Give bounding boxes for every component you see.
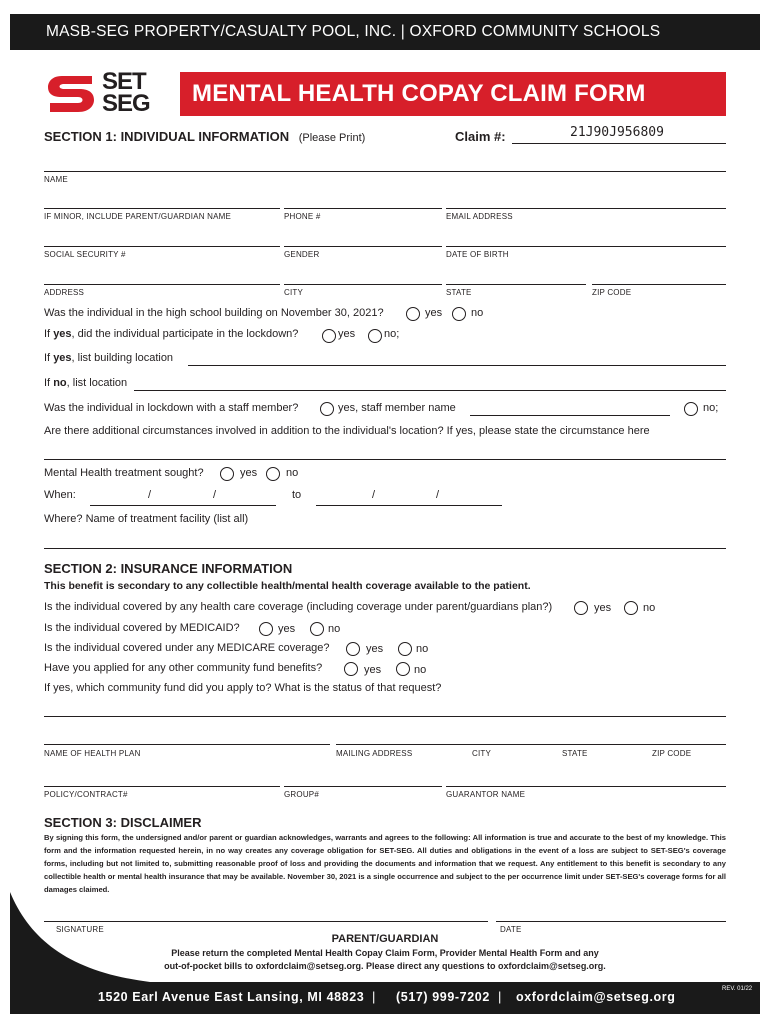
q5-no-label: no; xyxy=(703,402,719,414)
parent-name-line[interactable] xyxy=(44,208,280,209)
s2q4-yes-radio[interactable] xyxy=(344,662,358,676)
ssn-label: SOCIAL SECURITY # xyxy=(44,250,126,259)
when-to-line[interactable] xyxy=(316,505,502,506)
when-to-slash-2: / xyxy=(436,489,440,501)
insurer-state-label: STATE xyxy=(562,749,588,758)
q-medicaid: Is the individual covered by MEDICAID? xyxy=(44,622,240,634)
health-plan-line[interactable] xyxy=(44,744,330,745)
zip-label: ZIP CODE xyxy=(592,288,632,297)
q-building-location: If yes, list building location xyxy=(44,352,174,364)
phone-line[interactable] xyxy=(284,208,442,209)
s2q1-yes-radio[interactable] xyxy=(574,601,588,615)
building-location-line[interactable] xyxy=(188,365,726,366)
q5-yes-radio[interactable] xyxy=(320,402,334,416)
s2q3-yes-radio[interactable] xyxy=(346,642,360,656)
q7-yes-label: yes xyxy=(240,467,258,479)
phone-label: PHONE # xyxy=(284,212,321,221)
city-label: CITY xyxy=(284,288,304,297)
q2-yes-label: yes xyxy=(338,328,356,340)
q-treatment: Mental Health treatment sought? xyxy=(44,467,204,479)
when-label: When: xyxy=(44,489,76,501)
name-label: NAME xyxy=(44,175,68,184)
footer-address: 1520 Earl Avenue East Lansing, MI 48823 xyxy=(98,990,365,1004)
where-line[interactable] xyxy=(44,548,726,549)
state-line[interactable] xyxy=(446,284,586,285)
s2q1-no-label: no xyxy=(643,602,656,614)
state-label: STATE xyxy=(446,288,472,297)
section2-heading: SECTION 2: INSURANCE INFORMATION xyxy=(44,561,293,576)
when-from-line[interactable] xyxy=(90,505,276,506)
section3-heading: SECTION 3: DISCLAIMER xyxy=(44,815,202,830)
dob-label: DATE OF BIRTH xyxy=(446,250,509,259)
q1-yes-radio[interactable] xyxy=(406,307,420,321)
s2q4-no-radio[interactable] xyxy=(396,662,410,676)
policy-label: POLICY/CONTRACT# xyxy=(44,790,128,799)
city-line[interactable] xyxy=(284,284,442,285)
section1-heading: SECTION 1: INDIVIDUAL INFORMATION (Please Print) xyxy=(44,129,366,144)
section1-note: (Please Print) xyxy=(298,132,366,144)
header-bar xyxy=(10,14,760,50)
when-to-label: to xyxy=(292,489,302,501)
health-plan-label: NAME OF HEALTH PLAN xyxy=(44,749,141,758)
footer-email[interactable]: oxfordclaim@setseg.org xyxy=(516,990,676,1004)
s2q2-no-label: no xyxy=(328,623,341,635)
group-line[interactable] xyxy=(284,786,442,787)
policy-line[interactable] xyxy=(44,786,280,787)
when-to-slash-1: / xyxy=(372,489,376,501)
address-line[interactable] xyxy=(44,284,280,285)
s2q2-yes-label: yes xyxy=(278,623,296,635)
q-medicare: Is the individual covered under any MEDICARE coverage? xyxy=(44,642,330,654)
q2-no-radio[interactable] xyxy=(368,329,382,343)
footer-sep-2: | xyxy=(498,989,502,1004)
mailing-address-line[interactable] xyxy=(336,744,726,745)
s2q2-no-radio[interactable] xyxy=(310,622,324,636)
form-title: MENTAL HEALTH COPAY CLAIM FORM xyxy=(192,80,646,107)
claim-label: Claim #: xyxy=(455,129,506,144)
s2q3-no-label: no xyxy=(416,643,429,655)
s2q1-no-radio[interactable] xyxy=(624,601,638,615)
fund-status-line[interactable] xyxy=(44,716,726,717)
circumstances-line[interactable] xyxy=(44,459,726,460)
q1-no-label: no xyxy=(471,307,484,319)
zip-line[interactable] xyxy=(592,284,726,285)
return-instructions-2: out-of-pocket bills to oxfordclaim@setseg.org. Please direct any questions to oxfordclaim@setseg.org. xyxy=(164,961,606,971)
q1-yes-label: yes xyxy=(425,307,443,319)
q1-no-radio[interactable] xyxy=(452,307,466,321)
where-label: Where? Name of treatment facility (list all) xyxy=(44,513,249,525)
group-label: GROUP# xyxy=(284,790,319,799)
email-label: EMAIL ADDRESS xyxy=(446,212,513,221)
mailing-address-label: MAILING ADDRESS xyxy=(336,749,413,758)
list-location-line[interactable] xyxy=(134,390,726,391)
logo-text-bottom: SEG xyxy=(102,90,150,117)
parent-guardian-label: PARENT/GUARDIAN xyxy=(331,933,439,945)
date-line[interactable] xyxy=(496,921,726,922)
return-instructions-1: Please return the completed Mental Health Copay Claim Form, Provider Mental Health Form and any xyxy=(171,948,599,958)
section2-subheading: This benefit is secondary to any collectible health/mental health coverage available to the patient. xyxy=(44,580,531,592)
q5-yes-label: yes, staff member name xyxy=(338,402,456,414)
email-line[interactable] xyxy=(446,208,726,209)
q7-no-radio[interactable] xyxy=(266,467,280,481)
guarantor-label: GUARANTOR NAME xyxy=(446,790,526,799)
q-community-fund: Have you applied for any other community fund benefits? xyxy=(44,662,323,674)
q7-no-label: no xyxy=(286,467,299,479)
footer-phone: (517) 999-7202 xyxy=(396,990,490,1004)
q-lockdown: If yes, did the individual participate in the lockdown? xyxy=(44,328,299,340)
insurer-zip-label: ZIP CODE xyxy=(652,749,692,758)
name-line[interactable] xyxy=(44,171,726,172)
logo-text-top: SET xyxy=(102,68,146,95)
when-from-slash-1: / xyxy=(148,489,152,501)
s2q1-yes-label: yes xyxy=(594,602,612,614)
insurer-city-label: CITY xyxy=(472,749,492,758)
form-title-bar xyxy=(180,72,726,116)
q-staff-member: Was the individual in lockdown with a staff member? xyxy=(44,402,299,414)
address-label: ADDRESS xyxy=(44,288,85,297)
q-health-coverage: Is the individual covered by any health care coverage (including coverage under parent/guardians plan?) xyxy=(44,601,553,613)
q-high-school: Was the individual in the high school building on November 30, 2021? xyxy=(44,307,384,319)
gender-line[interactable] xyxy=(284,246,442,247)
gender-label: GENDER xyxy=(284,250,320,259)
q2-no-label: no; xyxy=(384,328,400,340)
set-seg-logo xyxy=(44,70,164,118)
footer-bar xyxy=(10,982,760,1014)
s2q4-no-label: no xyxy=(414,664,427,676)
dob-line[interactable] xyxy=(446,246,726,247)
when-from-slash-2: / xyxy=(213,489,217,501)
disclaimer-text: By signing this form, the undersigned and/or parent or guardian acknowledges, warrants and agrees to the following: All information is true and accurate to the best of my knowledge. This form and the information requested herein, in no way creates any coverage obligation for SET-SEG. All duties and obligations in the event of a loss are subject to SET-SEG's coverage forms, including but not limited to, submitting reasonable proof of loss and providing the documents and information that we request. Any entitlement to this benefit is secondary to any collectible health or mental health insurance that may be available. November 30, 2021 is a single occurrence and subject to the per occurrence limit under SET-SEG's coverage forms for all damages claimed. xyxy=(44,833,726,894)
q5-no-radio[interactable] xyxy=(684,402,698,416)
claim-line xyxy=(512,143,726,144)
header-title: MASB-SEG PROPERTY/CASUALTY POOL, INC. | OXFORD COMMUNITY SCHOOLS xyxy=(46,23,661,40)
signature-line[interactable] xyxy=(44,921,488,922)
s2q2-yes-radio[interactable] xyxy=(259,622,273,636)
parent-label: IF MINOR, INCLUDE PARENT/GUARDIAN NAME xyxy=(44,212,232,221)
claim-number-field[interactable]: 21J90J956809 xyxy=(570,125,664,140)
footer-sep-1: | xyxy=(372,989,376,1004)
q7-yes-radio[interactable] xyxy=(220,467,234,481)
q-circumstances: Are there additional circumstances involved in addition to the individual's location? If yes, please state the circumstance here xyxy=(44,425,650,437)
s2q4-yes-label: yes xyxy=(364,664,382,676)
q2-yes-radio[interactable] xyxy=(322,329,336,343)
footer-revision: REV. 01/22 xyxy=(722,986,753,992)
q-fund-status: If yes, which community fund did you apply to? What is the status of that request? xyxy=(44,682,442,694)
signature-label: SIGNATURE xyxy=(56,925,104,934)
s2q3-no-radio[interactable] xyxy=(398,642,412,656)
ssn-line[interactable] xyxy=(44,246,280,247)
date-label: DATE xyxy=(500,925,522,934)
q-list-location: If no, list location xyxy=(44,377,128,389)
guarantor-line[interactable] xyxy=(446,786,726,787)
s2q3-yes-label: yes xyxy=(366,643,384,655)
staff-member-line[interactable] xyxy=(470,415,670,416)
